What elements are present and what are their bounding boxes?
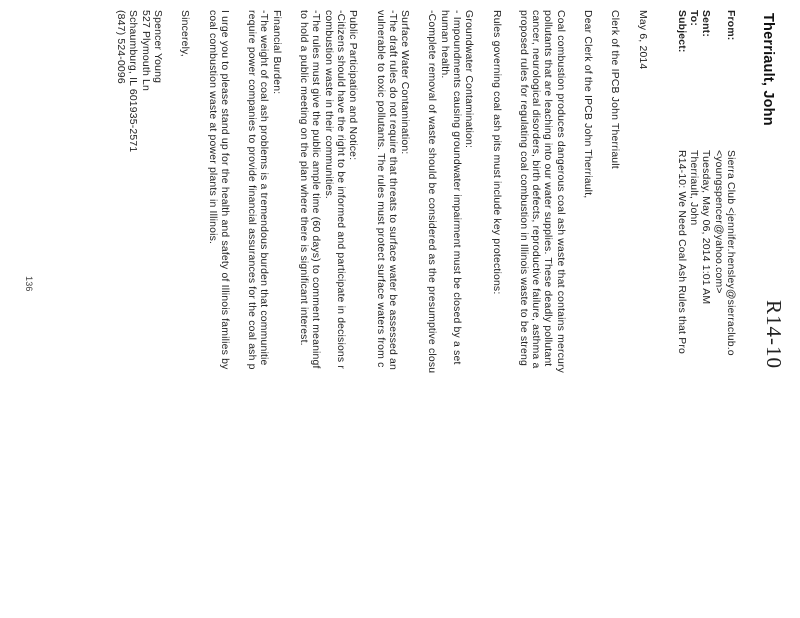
header-row-from-email <box>711 10 723 610</box>
public-participation-heading: Public Participation and Notice: <box>347 10 359 161</box>
surface-water-line: -The draft rules do not require that threats to surface water be assessed an <box>386 10 398 371</box>
public-participation-line: -Citizens should have the right to be informed and participate in decisions r <box>334 10 346 370</box>
public-participation-line: to hold a public meeting on the plan where there is significant interest. <box>298 10 310 346</box>
letter-body <box>114 10 663 618</box>
salutation: Dear Clerk of the IPCB John Therriault, <box>582 10 594 199</box>
header-value: R14-10: We Need Coal Ash Rules that Pro <box>675 150 687 354</box>
signature-street: 527 Plymouth Ln <box>139 10 151 91</box>
header-label: To: <box>688 10 700 26</box>
header-value: Sierra Club <jennifer.hensley@sierraclub.o <box>725 150 736 356</box>
intro-line: proposed rules for regulating coal combustion in Illinois waste to be streng <box>517 10 529 366</box>
groundwater-line: -Complete removal of waste should be considered as the presumptive closu <box>426 10 438 374</box>
header-value: Tuesday, May 06, 2014 1:01 AM <box>700 150 712 305</box>
header-label: From: <box>725 10 736 41</box>
groundwater-line: - Impoundments causing groundwater impairment must be closed by a set <box>451 10 462 365</box>
financial-burden-line: -The weight of coal ash problems is a tremendous burden that communitie <box>258 10 270 366</box>
closing-line: coal combustion waste at power plants in Illinois. <box>206 10 218 245</box>
header-row-subject <box>675 10 687 610</box>
docket-number: R14-10 <box>762 300 786 369</box>
public-participation-line: combustion waste in their communities. <box>322 10 334 199</box>
signature-phone: (847) 524-0096 <box>115 10 127 84</box>
header-value: <youngspencer@yahoo.com> <box>712 150 724 294</box>
surface-water-heading: Surface Water Contamination: <box>399 10 411 155</box>
header-label: Subject: <box>675 10 687 53</box>
recipient-line: Clerk of the IPCB John Therriault <box>609 10 621 169</box>
signoff: Sincerely, <box>179 10 191 57</box>
intro-line: Coal combustion produces dangerous coal ash waste that contains mercury <box>554 10 566 374</box>
financial-burden-heading: Financial Burden: <box>270 10 282 95</box>
groundwater-heading: Groundwater Contamination: <box>463 10 475 149</box>
header-row-sent <box>699 10 711 610</box>
sender-name-heading: Therriault, John <box>760 13 776 126</box>
header-value: Therriault, John <box>688 150 700 226</box>
groundwater-line: human health. <box>438 10 450 79</box>
protections-line: Rules governing coal ash pits must include key protections: <box>490 10 502 295</box>
public-participation-line: -The rules must give the public ample time (60 days) to comment meaningf <box>310 10 322 369</box>
intro-line: cancer, neurological disorders, birth defects, reproductive failure, asthma a <box>530 10 542 369</box>
email-header <box>675 10 736 610</box>
signature-name: Spencer Young <box>151 10 163 84</box>
letter-date: May 6, 2014 <box>636 10 648 70</box>
intro-line: pollutants that are leaching into our water supplies. These deadly pollutant <box>542 10 554 367</box>
surface-water-line: vulnerable to toxic pollutants. The rules must protect surface waters from c <box>374 10 386 368</box>
closing-line: I urge you to please stand up for the health and safety of Illinois families by <box>218 10 230 370</box>
page-number: 136 <box>24 276 34 292</box>
title-row <box>736 10 784 618</box>
header-label <box>711 10 723 150</box>
header-row-from <box>724 10 736 610</box>
header-row-to <box>687 10 699 610</box>
financial-burden-line: require power companies to provide financial assurances for the coal ash p <box>246 10 258 370</box>
signature-city: Schaumburg, IL 601935-2571 <box>127 10 139 153</box>
header-label: Sent: <box>700 10 712 37</box>
